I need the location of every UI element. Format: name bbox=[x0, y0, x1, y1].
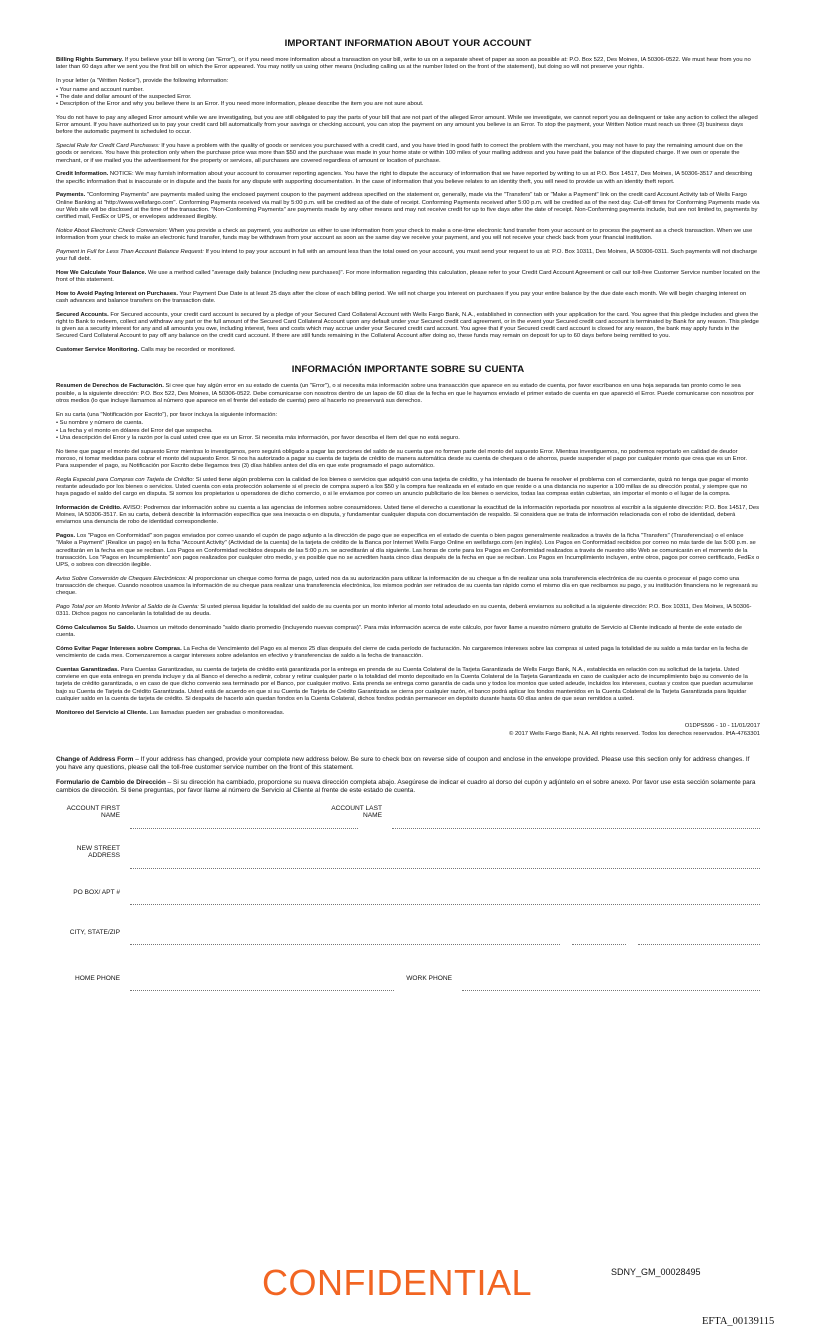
special-rule-paragraph-es bbox=[56, 477, 760, 499]
letter-intro: In your letter (a "Written Notice"), provide the following information: bbox=[56, 78, 229, 84]
coa-spanish-text: – Si su dirección ha cambiado, proporcione su nueva dirección completa abajo. Asegúrese de indicar el cuadro al dorso del cupón y adjúntelo en el sobre anexo. Por favor use esta sección solamente para cambios de dirección. Si tiene preguntas, por favor llame al número de Servicio al Cliente al frente de este estado de cuenta. bbox=[56, 778, 756, 794]
dispute-paragraph-es: No tiene que pagar el monto del supuesto Error mientras lo investigamos, pero seguirá obligado a pagar las porciones del saldo de su cuenta que no formen parte del monto del supuesto Error. Mientras investiguemos, no podremos reportarlo en calidad de deudor moroso, ni tomar medidas para cobrar el monto del supuesto Error. Si nos ha autorizado a pagar su cuenta de tarjeta de crédito de manera automática desde su cuenta de cheques o de ahorros, puede suspender el pago por cualquier monto que crea que es un Error. Para suspender el pago, su Notificación por Escrito debe llegarnos tres (3) días hábiles antes del día en que este programado el pago automático. bbox=[56, 448, 747, 470]
last-name-label: ACCOUNT LAST NAME bbox=[331, 804, 382, 820]
copyright: © 2017 Wells Fargo Bank, N.A. All rights reserved. Todos los derechos reservados. IHA-4763301 bbox=[509, 730, 760, 737]
change-of-address-intro bbox=[56, 756, 760, 795]
state-field[interactable] bbox=[572, 943, 626, 945]
balance-calc-text: We use a method called "average daily balance (including new purchases)". For more information regarding this calculation, please refer to your Credit Card Account Agreement or call our toll-free Customer Service number located on the front of this statement. bbox=[56, 269, 761, 284]
bullet-item: • La fecha y el monto en dólares del Error del que sospecha. bbox=[56, 428, 760, 435]
echeck-heading-es: Aviso Sobre Conversión de Cheques Electrónicos: bbox=[56, 575, 187, 582]
bullet-item: • Su nombre y número de cuenta. bbox=[56, 420, 760, 427]
city-label: CITY, STATE/ZIP bbox=[69, 928, 120, 936]
payments-paragraph-es bbox=[56, 533, 760, 569]
special-rule-text: If you have a problem with the quality of goods or services you purchased with a credit card, and you have tried in good faith to correct the problem with the merchant, you may not have to pay the remaining amount due on the goods or services. You have this protection only when the purchase price was more than $50 and the purchase was made in your home state or within 100 miles of your mailing address and you have paid the balance of the disputed charge. If we own or operate the merchant, or if we mailed you the advertisement for the property or services, all purchases are covered regardless of amount or location of purchase. bbox=[56, 143, 743, 164]
bullet-item: • The date and dollar amount of the suspected Error. bbox=[56, 94, 760, 101]
letter-intro-es: En su carta (una "Notificación por Escrito"), por favor incluya la siguiente información: bbox=[56, 411, 278, 418]
payments-heading: Payments. bbox=[56, 192, 86, 199]
payments-heading-es: Pagos. bbox=[56, 533, 76, 540]
avoid-interest-text: Your Payment Due Date is at least 25 days after the close of each billing period. We will not charge you interest on purchases if you pay your entire balance by the due date each month. We will begin charging interest on cash advances and balance transfers on the transaction date. bbox=[56, 290, 747, 305]
street-label: NEW STREET ADDRESS bbox=[76, 844, 120, 860]
avoid-interest-paragraph-es bbox=[56, 646, 760, 660]
bullet-item: • Description of the Error and why you believe there is an Error. If you need more information, please describe the item you are not sure about. bbox=[56, 101, 760, 108]
monitoring-heading-es: Monitoreo del Servicio al Cliente. bbox=[56, 709, 148, 716]
footer-codes bbox=[56, 723, 760, 737]
payment-in-full-heading-es: Pago Total por un Monto Inferior al Saldo de la Cuenta: bbox=[56, 604, 199, 611]
letter-bullets-es bbox=[56, 420, 760, 442]
balance-calc-text-es: Usamos un método denominado "saldo diario promedio (incluyendo nuevas compras)". Para más información acerca de este cálculo, por favor llame a nuestro número gratuito de Servicio al Cliente indicado al frente de este estado de cuenta. bbox=[56, 625, 742, 639]
first-name-field[interactable] bbox=[130, 827, 358, 829]
avoid-interest-heading-es: Cómo Evitar Pagar Intereses sobre Compras. bbox=[56, 646, 182, 653]
secured-heading: Secured Accounts. bbox=[56, 311, 109, 318]
form-code: O1DPS596 - 10 - 11/01/2017 bbox=[684, 723, 760, 730]
coa-english bbox=[56, 756, 760, 772]
coa-spanish bbox=[56, 779, 760, 795]
credit-info-text: NOTICE: We may furnish information about your account to consumer reporting agencies. You have the right to dispute the accuracy of information that we have reported by writing to us at P.O. Box 14517, Des Moines, IA 50306-3517 and describing the specific information that is inaccurate or in dispute and the basis for any dispute with supporting documentation. In the case of information that you believe relates to an identity theft, you will need to provide us with an identity theft report. bbox=[56, 171, 753, 185]
pobox-label: PO BOX/ APT # bbox=[73, 888, 120, 896]
disclosure-page bbox=[56, 38, 760, 1005]
avoid-interest-text-es: La Fecha de Vencimiento del Pago es al menos 25 días después del cierre de cada período de facturación. No cargaremos intereses sobre las compras si usted paga la totalidad de su saldo a más tardar en la fecha de vencimiento de cada mes. Comenzaremos a cargar intereses sobre adelantos en efectivo y transferencias de saldo a la fecha de transacción. bbox=[56, 646, 748, 660]
secured-paragraph bbox=[56, 312, 760, 341]
efta-number: EFTA_00139115 bbox=[702, 1316, 775, 1327]
echeck-paragraph bbox=[56, 228, 760, 242]
monitoring-heading: Customer Service Monitoring. bbox=[56, 347, 140, 354]
credit-info-heading-es: Información de Crédito. bbox=[56, 505, 122, 512]
payments-text-es: Los "Pagos en Conformidad" son pagos enviados por correo usando el cupón de pago adjunto a la dirección de pago que se especifica en el estado de cuenta o bien pagos generalmente realizados a través de la ficha "Transfers" (Transferencias) o el enlace "Make a Payment" (Realice un pago) en la ficha "Account Activity" (Actividad de la cuenta) de la tarjeta de crédito de la Banca por Internet Wells Fargo Online en wellsfargo.com (en inglés). Los Pagos en Conformidad recibidos por correo no más tarde de las 5:00 p.m. se acreditarán en la fecha en que se reciban. Los Pagos en Conformidad recibidos después de las 5:00 p.m. se acreditarán al día siguiente. Las horas de corte para los Pagos en Conformidad realizados a través de nuestro sitio Web se comunicarán en el momento de la transacción. Los "Pagos en Incumplimiento" son pagos realizados por cualquier otro medio, y es posible que no se acrediten hasta cinco días después de la fecha en que se reciban. Los Pagos en Incumplimiento incluyen, entre otros, pagos por correo certificado, FedEx o UPS, o sobres con dirección ilegible. bbox=[56, 533, 760, 569]
work-phone-field[interactable] bbox=[462, 989, 760, 991]
home-phone-field[interactable] bbox=[130, 989, 394, 991]
special-rule-heading: Special Rule for Credit Card Purchases: bbox=[56, 143, 160, 150]
pobox-field[interactable] bbox=[130, 903, 760, 905]
bates-number: SDNY_GM_00028495 bbox=[611, 1267, 701, 1277]
echeck-text: When you provide a check as payment, you authorize us either to use information from your check to make a one-time electronic fund transfer from your account or to process the payment as a check transaction. When we use information from your check to make an electronic fund transfer, funds may be withdrawn from your account as soon as the same day we receive your payment, and you will not receive your check back from your financial institution. bbox=[56, 227, 753, 242]
billing-rights-paragraph bbox=[56, 57, 760, 71]
confidential-stamp: CONFIDENTIAL bbox=[262, 1262, 533, 1303]
billing-rights-heading-es: Resumen de Derechos de Facturación. bbox=[56, 383, 164, 390]
avoid-interest-heading: How to Avoid Paying Interest on Purchases. bbox=[56, 290, 178, 297]
coa-english-heading: Change of Address Form bbox=[56, 755, 134, 763]
monitoring-text: Calls may be recorded or monitored. bbox=[140, 347, 236, 354]
secured-heading-es: Cuentas Garantizadas. bbox=[56, 667, 120, 674]
home-phone-label: HOME PHONE bbox=[74, 974, 120, 982]
balance-calc-paragraph-es bbox=[56, 625, 760, 639]
avoid-interest-paragraph bbox=[56, 291, 760, 305]
echeck-text-es: Al proporcionar un cheque como forma de pago, usted nos da su autorización para utilizar la información de su cheque a fin de realizar una sola transferencia electrónica de su cuenta o procesar el pago como una transacción de cheque. Cuando nosotros usamos la información de su cheque para realizar una transferencia electrónica, los mismos podrán ser retirados de su cuenta tan rápido como el mismo día en que recibamos su pago, y su institución financiera no le regresará su cheque. bbox=[56, 575, 758, 597]
credit-info-paragraph-es bbox=[56, 505, 760, 527]
credit-info-heading: Credit Information. bbox=[56, 171, 109, 178]
spanish-title: INFORMACIÓN IMPORTANTE SOBRE SU CUENTA bbox=[291, 364, 525, 376]
street-field[interactable] bbox=[130, 867, 760, 869]
bullet-item: • Your name and account number. bbox=[56, 87, 760, 94]
letter-bullets bbox=[56, 87, 760, 109]
payment-in-full-paragraph bbox=[56, 249, 760, 263]
billing-rights-text-es: Si cree que hay algún error en su estado de cuenta (un "Error"), o si necesita más información sobre una transacción que aparece en su estado de cuenta, por favor escríbanos en una hoja separada tan pronto como le sea posible, a la siguiente dirección: P.O. Box 522, Des Moines, IA 50306-0522. Debe comunicarse con nosotros dentro de un lapso de 60 días de la fecha en que le hayamos enviado el primer estado de cuenta en que apareció el Error. Puede comunicarse con nosotros por otros medios (lo que incluye llamarnos al número que aparece en el frente del estado de cuenta) pero al hacerlo no preservará sus derechos. bbox=[56, 383, 755, 404]
english-title: IMPORTANT INFORMATION ABOUT YOUR ACCOUNT bbox=[284, 38, 532, 49]
payment-in-full-text: If you intend to pay your account in full with an amount less than the total owed on your account, you must send your request to us at: P.O. Box 10311, Des Moines, IA 50306-0311. Such payments will not discharge your full debt. bbox=[56, 248, 758, 263]
billing-rights-heading: Billing Rights Summary. bbox=[56, 57, 124, 63]
credit-info-paragraph bbox=[56, 171, 760, 185]
coa-english-text: – If your address has changed, provide your complete new address below. Be sure to check box on reverse side of coupon and enclose in the envelope provided. Please use this section only for address changes. If you have any questions, please call the toll-free customer service number on the front of this statement. bbox=[56, 755, 750, 771]
balance-calc-paragraph bbox=[56, 270, 760, 284]
balance-calc-heading: How We Calculate Your Balance. bbox=[56, 269, 147, 276]
work-phone-label: WORK PHONE bbox=[406, 974, 452, 982]
secured-paragraph-es bbox=[56, 667, 760, 703]
secured-text-es: Para Cuentas Garantizadas, su cuenta de tarjeta de crédito está garantizada por la entrega en prenda de su Cuenta Colateral de la Tarjeta Garantizada de Wells Fargo Bank, N.A., establecida en relación con su solicitud de la tarjeta. Usted conviene en que esta entrega en prenda incluye y da al Banco el derecho a redimir, cobrar y retirar cualquier parte o la totalidad del monto depositado en la Cuenta Colateral de la Tarjeta Garantizada en caso de cualquier acto de incumplimiento bajo su convenio de la tarjeta de crédito garantizada, o en caso de que dicho convenio sea terminado por el Banco, por cualquier motivo. Esta prenda se entrega como garantía de cada uno y todos los montos que usted adeude, incluidos los intereses, cuotas y costos que puedan acumularse bajo su Cuenta de Tarjeta de Crédito Garantizada. Usted está de acuerdo en que si su Cuenta de Tarjeta de Crédito Garantizada se cierra por cualquier razón, el banco podrá aplicar los fondos mantenidos en la Cuenta Colateral de la Tarjeta Garantizada para liquidar cualquier saldo en la cuenta de tarjeta de crédito. Si después de hacerlo aún quedan fondos en la Cuenta Colateral, dichos fondos podrán permanecer en depósito durante hasta 60 días antes de que sean remitidos a usted. bbox=[56, 667, 754, 702]
echeck-heading: Notice About Electronic Check Conversion: bbox=[56, 227, 168, 234]
last-name-field[interactable] bbox=[392, 827, 760, 829]
change-of-address-form bbox=[56, 805, 760, 1005]
payments-paragraph bbox=[56, 192, 760, 221]
special-rule-text-es: Si usted tiene algún problema con la calidad de los bienes o servicios que adquirió con una tarjeta de crédito, y ha intentado de buena fe resolver el problema con el comerciante, quizá no tenga que pagar el monto restante adeudado por los bienes o servicios. Usted cuenta con esta protección solamente si el precio de compra superó a los $50 y la compra fue realizada en el estado en que reside o a una distancia no superior a 100 millas de su dirección postal, y siempre que no haya pagado el saldo del cargo en disputa. Si somos los propietarios u operadores de dicho comercio, o si le enviamos por correo un anuncio publicitario de los bienes o servicios, todas las compras están cubiertas, sin importar el monto o el lugar de la compra. bbox=[56, 476, 749, 498]
bullet-item: • Una descripción del Error y la razón por la cual usted cree que es un Error. Si necesita más información, por favor describa el ítem del que no está seguro. bbox=[56, 435, 760, 442]
dispute-paragraph: You do not have to pay any alleged Error amount while we are investigating, but you are still obligated to pay the parts of your bill that are not part of the alleged Error amount. While we investigate, we cannot report you as delinquent or take any action to collect the alleged Error amount. If you have authorized us to pay your credit card bill automatically from your savings or checking account, you can stop the payment on any amount you believe is an Error. To stop the payment, your Written Notice must reach us three (3) business days before the automatic payment is scheduled to occur. bbox=[56, 115, 758, 136]
balance-calc-heading-es: Cómo Calculamos Su Saldo. bbox=[56, 625, 136, 632]
special-rule-paragraph bbox=[56, 143, 760, 165]
city-field[interactable] bbox=[130, 943, 560, 945]
payment-in-full-paragraph-es bbox=[56, 604, 760, 618]
payments-text: "Conforming Payments" are payments mailed using the enclosed payment coupon to the payment address specified on the statement or, generally, made via the "Transfers" tab or "Make a Payment" link on the credit card Account Activity tab of Wells Fargo Online Banking at "http://www.wellsfargo.com". Conforming Payments received via mail by 5:00 p.m. will be credited as of the date of receipt. Conforming Payments received after 5:00 p.m. will be credited as of the next day. Cut-off times for Conforming Payments made via our Web site will be disclosed at the time of the transaction. "Non-Conforming Payments" are payments made by any other means and may not receive credit for up to five days after the date of receipt. Non-Conforming payments include, but are not limited to, payments by certified mail, FedEx or UPS, or envelopes addressed illegibly. bbox=[56, 192, 760, 221]
monitoring-paragraph bbox=[56, 347, 760, 354]
payment-in-full-text-es: Si usted piensa liquidar la totalidad del saldo de su cuenta por un monto inferior al monto total adeudado en su cuenta, deberá enviarnos su solicitud a la siguiente dirección: P.O. Box 10311, Des Moines, IA 50306-0311. Dichos pagos no cancelarán la totalidad de su deuda. bbox=[56, 604, 752, 618]
billing-rights-text: If you believe your bill is wrong (an "Error"), or if you need more information about a transaction on your bill, write to us on a separate sheet of paper as soon as possible at: P.O. Box 522, Des Moines, IA 50306-0522. We must hear from you no later than 60 days after we sent you the first bill on which the Error appeared. You may notify us using other means (including calling us at the number listed on the front of the statement), but doing so will not preserve your rights. bbox=[56, 57, 751, 71]
echeck-paragraph-es bbox=[56, 576, 760, 598]
monitoring-paragraph-es bbox=[56, 710, 760, 717]
credit-info-text-es: AVISO: Podremos dar información sobre su cuenta a las agencias de informes sobre consumidores. Usted tiene el derecho a cuestionar la exactitud de la información reportada por nosotros al escribir a la siguiente dirección: P.O. Box 14517, Des Moines, IA 50306-3517. En su carta, deberá describir la información específica que sea inexacta o en disputa, y fundamentar cualquier disputa con documentación de respaldo. Si considera que se trata de información relacionada con el robo de identidad, deberá enviarnos una denuncia de robo de identidad correspondiente. bbox=[56, 505, 760, 526]
billing-rights-paragraph-es bbox=[56, 383, 760, 405]
special-rule-heading-es: Regla Especial para Compras con Tarjeta de Crédito: bbox=[56, 476, 195, 483]
monitoring-text-es: Las llamadas pueden ser grabadas o monitoreadas. bbox=[149, 709, 285, 716]
secured-text: For Secured accounts, your credit card account is secured by a pledge of your Secured Card Collateral Account with Wells Fargo Bank, N.A., established in connection with your application for the card. You agree that this pledge includes and gives the right to Bank to redeem, collect and withdraw any part or the full amount of the Secured Card Collateral Account upon any default under your Secured credit card agreement, or in the event your Secured credit card account is terminated by Bank for any reason. This pledge is given as a security interest for any and all amounts you owe, including interest, fees and costs which may accrue under your Secured credit card account. You agree that if your Secured credit card account is closed for any reason, the bank may apply funds in the Secured Card Collateral Account to pay off any balance on the credit card account. If there are still funds remaining in the Collateral Account after doing so, these funds may remain on deposit for up to 60 days before being remitted to you. bbox=[56, 311, 759, 340]
first-name-label: ACCOUNT FIRST NAME bbox=[66, 804, 120, 820]
coa-spanish-heading: Formulario de Cambio de Dirección bbox=[56, 778, 166, 786]
payment-in-full-heading: Payment in Full for Less Than Account Balance Request: bbox=[56, 248, 204, 255]
zip-field[interactable] bbox=[638, 943, 760, 945]
